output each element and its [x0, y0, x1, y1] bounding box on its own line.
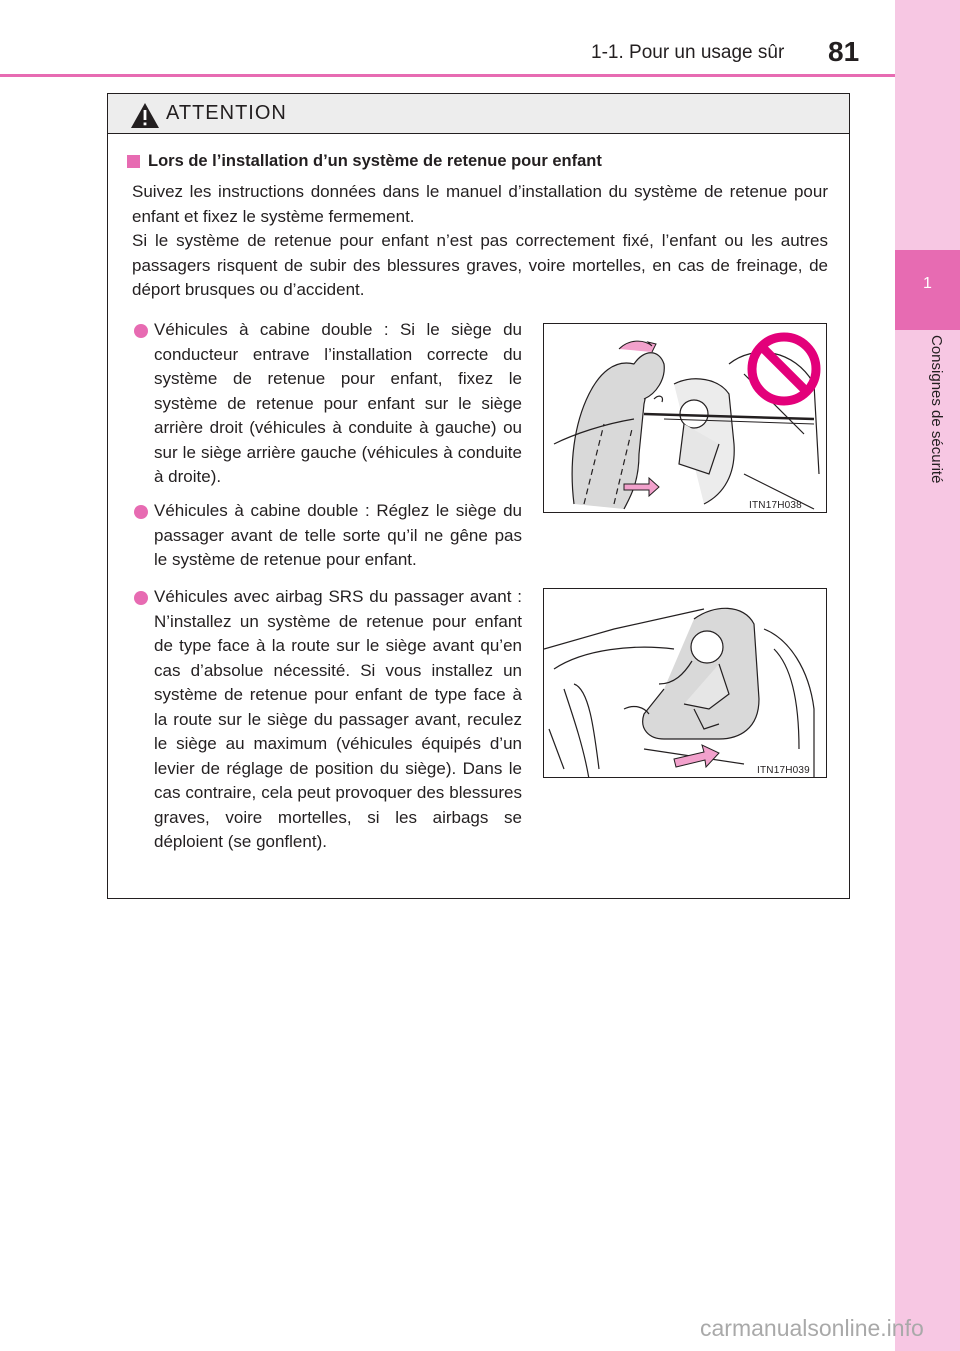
figure-code: ITN17H038 [749, 500, 802, 511]
page-number: 81 [828, 36, 860, 67]
header-rule [0, 74, 895, 77]
bullet-item-2: Véhicules à cabine double : Réglez le siège du passager avant de telle sorte qu’il ne gêne pas le système de retenue pour enfant. [154, 501, 522, 569]
prohibition-icon [752, 337, 816, 401]
bullet-dot-icon [134, 505, 148, 519]
figure-code: ITN17H039 [757, 765, 810, 776]
warning-header [108, 94, 849, 134]
watermark: carmanualsonline.info [700, 1315, 924, 1341]
section-title: 1-1. Pour un usage sûr [591, 42, 785, 63]
bullet-dot-icon [134, 324, 148, 338]
chapter-label: Consignes de sécurité [928, 335, 945, 484]
chapter-side-tab [895, 0, 960, 1351]
forward-facing-seat-illustration [544, 589, 827, 778]
child-seat-rear-illustration [544, 324, 827, 513]
warning-paragraph-2: Si le système de retenue pour enfant n’est pas correctement fixé, l’enfant ou les autres passagers risquent de subir des blessures graves, voire mortelles, en cas de freinage, de déport brusques ou d’accident. [132, 231, 828, 299]
figure-child-seat-rear [543, 323, 827, 513]
bullet-dot-icon [134, 591, 148, 605]
chapter-number: 1 [923, 275, 932, 292]
figure-forward-facing-seat [543, 588, 827, 778]
bullet-item-3: Véhicules avec airbag SRS du passager avant : N’installez un système de retenue pour enfant de type face à la route sur le siège avant qu’en cas d’absolue nécessité. Si vous installez un système de retenue pour enfant de type face à la route sur le siège du passager avant, reculez le siège au maximum (véhicules équipés d’un levier de réglage de position du siège). Dans le cas contraire, cela peut provoquer des blessures graves, voire mortelles, si les airbags se déploient (se gonflent). [154, 587, 522, 851]
warning-section-title: Lors de l’installation d’un système de retenue pour enfant [148, 152, 602, 170]
bullet-item-1: Véhicules à cabine double : Si le siège du conducteur entrave l’installation correcte du système de retenue pour enfant, fixez le système de retenue pour enfant sur le siège arrière droit (véhicules à conduite à gauche) ou sur le siège arrière gauche (véhicules à conduite à droite). [154, 320, 522, 486]
warning-title: ATTENTION [166, 102, 287, 124]
section-square-icon [127, 155, 140, 168]
warning-paragraph-1: Suivez les instructions données dans le manuel d’installation du système de retenue pour enfant et fixez le système fermement. [132, 182, 828, 226]
warning-triangle-icon [130, 102, 160, 129]
